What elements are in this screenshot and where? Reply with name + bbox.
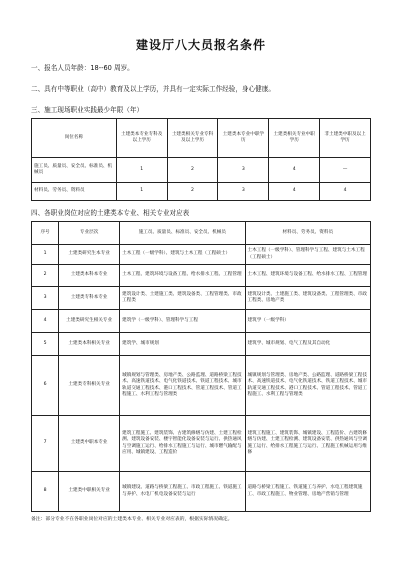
table-cell: 2 [167,183,218,201]
table-cell: 7 [32,416,59,472]
section-heading-major-table: 四、各职业岗位对应的土建类本专业、相关专业对应表 [31,209,190,217]
page-title: 建设厅八大员报名条件 [135,38,266,52]
education-requirement: 二、具有中等职业（高中）教育及以上学历，并具有一定实际工作经验，身心健康。 [31,85,275,93]
table-cell: 土建类专科本专业 [59,287,120,310]
table-header-cell: 序号 [32,222,59,245]
table-cell: 土木工程（一级学科）、建筑与土木工程（工程硕士） [120,245,245,265]
table-cell: 建筑设计类、土建施工类、建筑设备类、工程管理类、市政工程类 [120,287,245,310]
table-cell: 土建类研究生相关专业 [59,310,120,333]
table-cell: 2 [167,158,218,183]
table-header-cell: 岗位名称 [32,119,117,158]
table-cell: 土建类专科相关专业 [59,356,120,416]
table-header-row [32,119,371,158]
table-header-cell: 材料员、劳务员、资料员 [245,222,370,245]
table-cell: 土木工程（一级学科）、管理科学与工程、建筑与土木工程（工程硕士） [245,245,370,265]
table-cell: 土木工程、建筑环境与设备工程、给水排水工程、工程管理 [120,265,245,287]
table-cell: 1 [116,158,167,183]
table-cell: 1 [116,183,167,201]
table-cell: 4 [32,310,59,333]
table-row [32,472,371,512]
table-cell: 8 [32,472,59,512]
table-row [32,356,371,416]
table-cell: 建筑工程施工、建筑装饰、古建筑修缮与仿建、土建工程检测、建筑设备安装、楼宇智能化设备安装与运行、供热通风与空调施工运行、给排水工程施工与运行、城市燃气输配与应用、城镇建设、工程造价 [120,416,245,472]
table-cell: 土建类研究生本专业 [59,245,120,265]
table-header-cell: 非土建类中职及以上学历 [320,119,371,158]
table-cell: 城镇规划与管理类、房地产类、公路监理、道路桥梁工程技术、高速铁道技术、电气化铁道技术、铁道工程技术、城市轨道交通工程技术、港口工程技术、管道工程技术、管道工程施工、水利工程与管理类 [120,356,245,416]
table-cell: 土建类中职相关专业 [59,472,120,512]
table-cell: 建筑学、城市规划 [120,333,245,356]
table-cell: 5 [32,333,59,356]
table-cell: 土建类本科本专业 [59,265,120,287]
table-header-cell: 土建类本专业专科及以上学历 [116,119,167,158]
table-header-row [32,222,371,245]
table-header-cell: 专业层次 [59,222,120,245]
table-cell: 道路与桥梁工程施工、铁道施工与养护、水电工程建筑施工、市政工程施工、物业管理、房地产营销与管理 [245,472,370,512]
table-cell: 4 [320,183,371,201]
table-row [32,183,371,201]
table-cell: 城镇建设、道路与桥梁工程施工、市政工程施工、铁道施工与养护、水电厂机电设备安装与运行 [120,472,245,512]
table-cell: 建筑学（一级学科）、管理科学与工程 [120,310,245,333]
age-requirement: 一、报名人员年龄：18--60 周岁。 [31,64,134,72]
table-cell: 建筑设计类、土建施工类、建筑设备类、工程管理类、市政工程类、房地产类 [245,287,370,310]
table-cell: 建筑学（一级学科） [245,310,370,333]
table-cell: 城镇规划与管理类、房地产类、公路监理、道路桥梁工程技术、高速铁道技术、电气化铁道技术、铁道工程技术、城市轨道交通工程技术、港口工程技术、管道工程技术、管道工程施工、水利工程与管理类 [245,356,370,416]
footnote: 备注：部分专业不在各职业岗位对应的土建类本专业、相关专业对应表的，根据实际情况确定。 [31,517,233,522]
table-cell: 2 [32,265,59,287]
table-header-cell: 施工员、质量员、标准员、安全员、机械员 [120,222,245,245]
table-row [32,287,371,310]
table-cell: 施工员、质量员、安全员、标准员、机械员 [32,158,117,183]
table-cell: 土建类中职本专业 [59,416,120,472]
table-cell: 4 [269,158,320,183]
table-cell: 土木工程、建筑环境与设备工程、给水排水工程、工程管理 [245,265,370,287]
table-cell: 3 [218,158,269,183]
table-cell: 4 [269,183,320,201]
table-cell: 3 [218,183,269,201]
table-header-cell: 土建类相关专业中职学历 [269,119,320,158]
table-row [32,245,371,265]
table-cell: 材料员、劳务员、资料员 [32,183,117,201]
table-cell: 6 [32,356,59,416]
table-header-cell: 土建类相关专业专科及以上学历 [167,119,218,158]
table-cell: — [320,158,371,183]
table-cell: 建筑学、城市规划、电气工程及其自动化 [245,333,370,356]
table-cell: 3 [32,287,59,310]
major-correspondence-table [31,221,371,512]
table-row [32,158,371,183]
table-cell: 土建类本科相关专业 [59,333,120,356]
table-row [32,416,371,472]
table-row [32,265,371,287]
practice-years-table [31,118,371,201]
section-heading-practice-years: 三、施工现场职业实践最少年限（年） [31,106,144,114]
table-header-cell: 土建类本专业中职学历 [218,119,269,158]
table-row [32,333,371,356]
table-cell: 1 [32,245,59,265]
table-cell: 建筑工程施工、建筑装饰、城镇建设、工程造价、古建筑修缮与仿建、土建工程检测、建筑设备安装、供热通风与空调施工运行、给排水工程施工与运行、工程施工机械运用与维修 [245,416,370,472]
table-row [32,310,371,333]
